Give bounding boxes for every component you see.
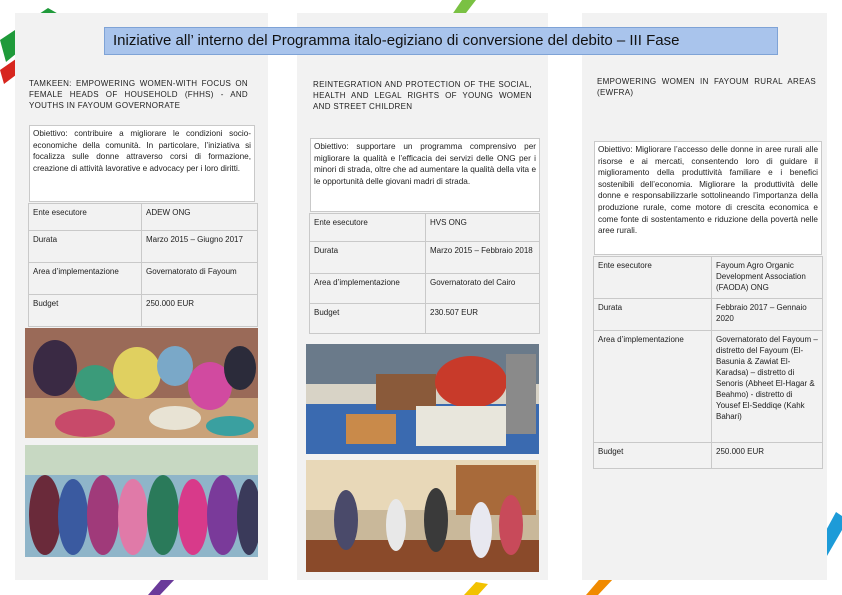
photo-sewing-workshop xyxy=(306,344,539,454)
row-value: Governatorato del Cairo xyxy=(426,274,540,304)
table-row xyxy=(310,274,540,304)
table-row xyxy=(594,257,823,299)
row-label: Durata xyxy=(29,231,142,263)
column-1-info-table xyxy=(28,203,258,327)
row-value: Marzo 2015 – Febbraio 2018 xyxy=(426,242,540,274)
row-value: ADEW ONG xyxy=(142,204,258,231)
row-label: Budget xyxy=(594,443,712,469)
row-label: Ente esecutore xyxy=(594,257,712,299)
table-row xyxy=(310,242,540,274)
row-label: Area d’implementazione xyxy=(310,274,426,304)
table-row xyxy=(594,331,823,443)
row-value: HVS ONG xyxy=(426,214,540,242)
column-1-heading: TAMKEEN: EMPOWERING WOMEN-WITH FOCUS ON FEMALE HEADS OF HOUSEHOLD (FHHS) - AND YOUTHS IN FAYOUM GOVERNORATE xyxy=(29,79,248,110)
row-label: Budget xyxy=(310,304,426,334)
row-value: Febbraio 2017 – Gennaio 2020 xyxy=(712,299,823,331)
photo-women-group xyxy=(25,445,258,557)
page-title: Iniziative all’ interno del Programma italo-egiziano di conversione del debito – III Fase xyxy=(104,27,778,55)
table-row xyxy=(29,263,258,295)
table-row xyxy=(594,443,823,469)
photo-women-workshop xyxy=(25,328,258,438)
row-label: Area d’implementazione xyxy=(29,263,142,295)
row-label: Ente esecutore xyxy=(29,204,142,231)
row-value: Marzo 2015 – Giugno 2017 xyxy=(142,231,258,263)
table-row xyxy=(29,295,258,327)
table-row xyxy=(29,204,258,231)
table-row xyxy=(594,299,823,331)
column-3-info-table xyxy=(593,256,823,469)
row-label: Durata xyxy=(310,242,426,274)
row-value: Fayoum Agro Organic Development Association (FAODA) ONG xyxy=(712,257,823,299)
row-value: 250.000 EUR xyxy=(142,295,258,327)
table-row xyxy=(29,231,258,263)
row-label: Budget xyxy=(29,295,142,327)
column-1-objective: Obiettivo: contribuire a migliorare le condizioni socio-economiche della comunità. In particolare, l’iniziativa si focalizza sulle donne attraverso corsi di formazione, creazione di attività lavorative e advocacy per i loro diritti. xyxy=(29,125,255,202)
table-row xyxy=(310,304,540,334)
row-label: Area d’implementazione xyxy=(594,331,712,443)
row-value: 250.000 EUR xyxy=(712,443,823,469)
row-value: 230.507 EUR xyxy=(426,304,540,334)
row-label: Ente esecutore xyxy=(310,214,426,242)
column-3-heading: EMPOWERING WOMEN IN FAYOUM RURAL AREAS (EWFRA) xyxy=(597,77,816,97)
yellow-stroke-bottom xyxy=(464,582,488,595)
row-label: Durata xyxy=(594,299,712,331)
column-2-objective: Obiettivo: supportare un programma comprensivo per migliorare la qualità e l’efficacia dei servizi delle ONG per i minori di strada, oltre che ad aumentare la qualità della vita e le opportunità delle giovani madri di strada. xyxy=(310,138,540,212)
table-row xyxy=(310,214,540,242)
row-value: Governatorato di Fayoum xyxy=(142,263,258,295)
column-2-info-table xyxy=(309,213,540,334)
photo-children-activity xyxy=(306,460,539,572)
column-3-objective: Obiettivo: Migliorare l’accesso delle donne in aree rurali alle risorse e ai mercati, consentendo loro di guidare il miglioramento della produttività familiare e i benefici sostenibili dell’economia. Migliorare la produttività delle donne e responsabilizzarle sottolineando l’importanza della produzione rurale, come motore di crescita economica e come fonte di sostentamento e riduzione della povertà nelle aree rurali. xyxy=(594,141,822,255)
column-2-heading: REINTEGRATION AND PROTECTION OF THE SOCIAL, HEALTH AND LEGAL RIGHTS OF YOUNG WOMEN AND STREET CHILDREN xyxy=(313,80,532,111)
row-value: Governatorato del Fayoum – distretto del Fayoum (El-Basunia & Zawiat El-Karadsa) – distretto di Senoris (Abheet El-Hagar & Beahmo) - distretto di Yousef El-Seddiqe (Kahk Bahari) xyxy=(712,331,823,443)
